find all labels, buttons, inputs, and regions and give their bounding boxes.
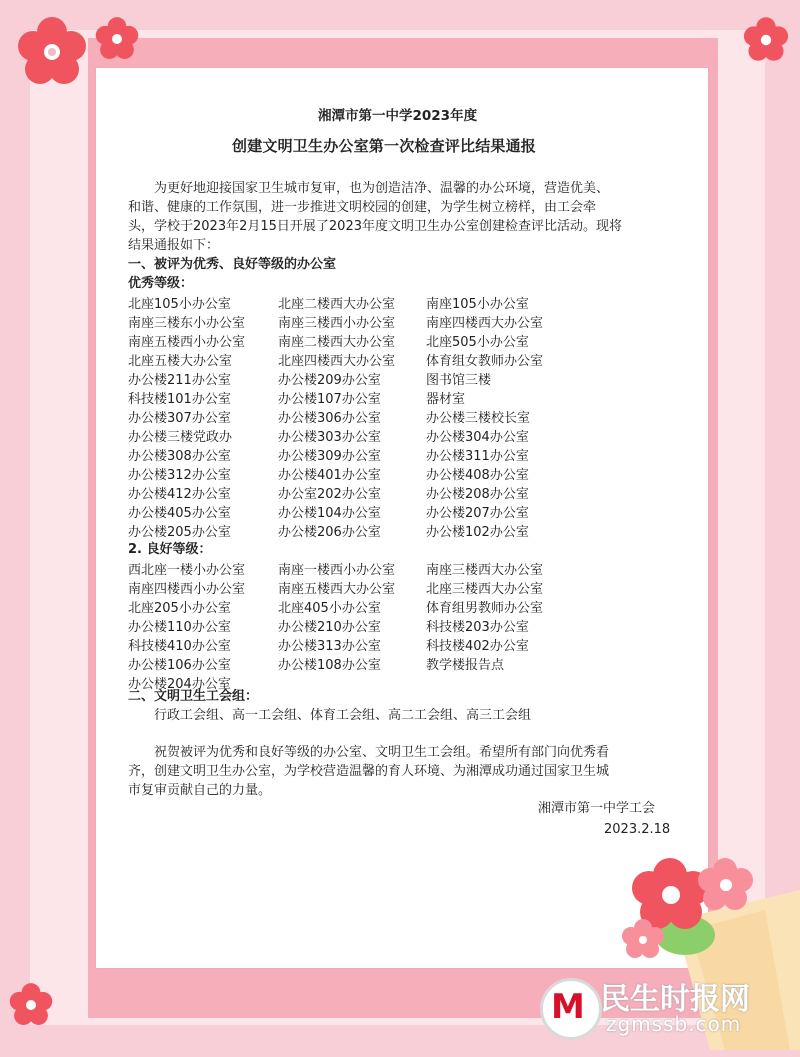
good-office: 北座205小办公室 bbox=[128, 601, 231, 616]
excellent-office: 北座105小办公室 bbox=[128, 297, 231, 312]
excellent-office: 办公楼306办公室 bbox=[278, 411, 381, 426]
excellent-office: 体育组女教师办公室 bbox=[426, 354, 544, 369]
excellent-office: 办公楼312办公室 bbox=[128, 468, 231, 483]
excellent-office: 南座四楼西大办公室 bbox=[426, 316, 544, 331]
excellent-office: 办公楼107办公室 bbox=[278, 392, 381, 407]
watermark-url: zgmssb.com bbox=[606, 1012, 742, 1036]
title-line-1: 湘潭市第一中学2023年度 bbox=[318, 108, 478, 124]
good-office: 科技楼402办公室 bbox=[426, 639, 529, 654]
excellent-office: 器材室 bbox=[426, 392, 466, 407]
good-office: 南座四楼西小办公室 bbox=[128, 582, 246, 597]
excellent-office: 北座505小办公室 bbox=[426, 335, 529, 350]
excellent-office: 科技楼101办公室 bbox=[128, 392, 231, 407]
watermark-logo bbox=[540, 978, 602, 1040]
excellent-office: 南座三楼东小办公室 bbox=[128, 316, 246, 331]
excellent-office: 办公楼104办公室 bbox=[278, 506, 381, 521]
good-office: 西北座一楼小办公室 bbox=[128, 563, 246, 578]
excellent-office: 办公楼三楼党政办 bbox=[128, 430, 233, 445]
excellent-office: 北座二楼西大办公室 bbox=[278, 297, 396, 312]
excellent-office: 办公楼207办公室 bbox=[426, 506, 529, 521]
section2-heading: 二、文明卫生工会组： bbox=[128, 689, 259, 704]
good-office: 办公楼313办公室 bbox=[278, 639, 381, 654]
excellent-office: 图书馆三楼 bbox=[426, 373, 492, 388]
signature-org: 湘潭市第一中学工会 bbox=[538, 801, 656, 816]
flower-icon-bottom-left bbox=[6, 980, 56, 1030]
good-office: 科技楼410办公室 bbox=[128, 639, 231, 654]
flower-icon-top-right bbox=[740, 14, 792, 66]
good-office: 办公楼106办公室 bbox=[128, 658, 231, 673]
excellent-office: 办公楼401办公室 bbox=[278, 468, 381, 483]
good-office: 体育组男教师办公室 bbox=[426, 601, 544, 616]
excellent-office: 办公楼206办公室 bbox=[278, 525, 381, 540]
good-office: 北座405小办公室 bbox=[278, 601, 381, 616]
excellent-office: 办公楼405办公室 bbox=[128, 506, 231, 521]
excellent-office: 办公楼303办公室 bbox=[278, 430, 381, 445]
good-office: 办公楼110办公室 bbox=[128, 620, 231, 635]
excellent-office: 办公室202办公室 bbox=[278, 487, 381, 502]
good-office: 办公楼204办公室 bbox=[128, 677, 231, 692]
excellent-office: 办公楼307办公室 bbox=[128, 411, 231, 426]
good-office: 办公楼210办公室 bbox=[278, 620, 381, 635]
excellent-office: 南座五楼西小办公室 bbox=[128, 335, 246, 350]
good-office: 北座三楼西大办公室 bbox=[426, 582, 544, 597]
closing-line-1: 祝贺被评为优秀和良好等级的办公室、文明卫生工会组。希望所有部门向优秀看 bbox=[154, 745, 610, 760]
excellent-office: 办公楼309办公室 bbox=[278, 449, 381, 464]
intro-line-4: 结果通报如下： bbox=[128, 238, 220, 253]
excellent-office: 办公楼311办公室 bbox=[426, 449, 529, 464]
union-groups: 行政工会组、高一工会组、体育工会组、高二工会组、高三工会组 bbox=[154, 708, 532, 723]
excellent-label: 优秀等级： bbox=[128, 276, 194, 291]
excellent-office: 南座二楼西大办公室 bbox=[278, 335, 396, 350]
excellent-office: 办公楼209办公室 bbox=[278, 373, 381, 388]
excellent-office: 南座105小办公室 bbox=[426, 297, 529, 312]
intro-line-2: 和谐、健康的工作氛围，进一步推进文明校园的创建，为学生树立榜样，由工会牵 bbox=[128, 200, 597, 215]
excellent-office: 办公楼412办公室 bbox=[128, 487, 231, 502]
flower-icon-top-left-small bbox=[92, 14, 142, 64]
good-office: 科技楼203办公室 bbox=[426, 620, 529, 635]
excellent-office: 办公楼三楼校长室 bbox=[426, 411, 531, 426]
good-office: 南座五楼西大办公室 bbox=[278, 582, 396, 597]
excellent-office: 办公楼304办公室 bbox=[426, 430, 529, 445]
watermark-logo-letter: M bbox=[551, 987, 585, 1027]
watermark bbox=[540, 972, 780, 1042]
watermark-name: 民生时报网 bbox=[600, 982, 750, 1017]
good-office: 教学楼报告点 bbox=[426, 658, 505, 673]
good-office: 南座一楼西小办公室 bbox=[278, 563, 396, 578]
closing-line-2: 齐，创建文明卫生办公室，为学校营造温馨的育人环境、为湘潭成功通过国家卫生城 bbox=[128, 764, 610, 779]
excellent-office: 办公楼211办公室 bbox=[128, 373, 231, 388]
intro-line-3: 头，学校于2023年2月15日开展了2023年度文明卫生办公室创建检查评比活动。现将 bbox=[128, 219, 622, 234]
excellent-office: 办公楼408办公室 bbox=[426, 468, 529, 483]
intro-line-1: 为更好地迎接国家卫生城市复审，也为创造洁净、温馨的办公环境，营造优美、 bbox=[154, 181, 610, 196]
good-office: 办公楼108办公室 bbox=[278, 658, 381, 673]
flower-icon-top-left bbox=[12, 12, 92, 92]
signature-date: 2023.2.18 bbox=[604, 822, 671, 837]
excellent-office: 办公楼205办公室 bbox=[128, 525, 231, 540]
excellent-office: 办公楼208办公室 bbox=[426, 487, 529, 502]
good-label: 2. 良好等级： bbox=[128, 542, 212, 557]
good-office: 南座三楼西大办公室 bbox=[426, 563, 544, 578]
section1-heading: 一、被评为优秀、良好等级的办公室 bbox=[128, 257, 337, 272]
excellent-office: 北座四楼西大办公室 bbox=[278, 354, 396, 369]
excellent-office: 北座五楼大办公室 bbox=[128, 354, 233, 369]
closing-line-3: 市复审贡献自己的力量。 bbox=[128, 783, 272, 798]
excellent-office: 办公楼102办公室 bbox=[426, 525, 529, 540]
title-line-2: 创建文明卫生办公室第一次检查评比结果通报 bbox=[232, 137, 537, 155]
excellent-office: 办公楼308办公室 bbox=[128, 449, 231, 464]
excellent-office: 南座三楼西小办公室 bbox=[278, 316, 396, 331]
